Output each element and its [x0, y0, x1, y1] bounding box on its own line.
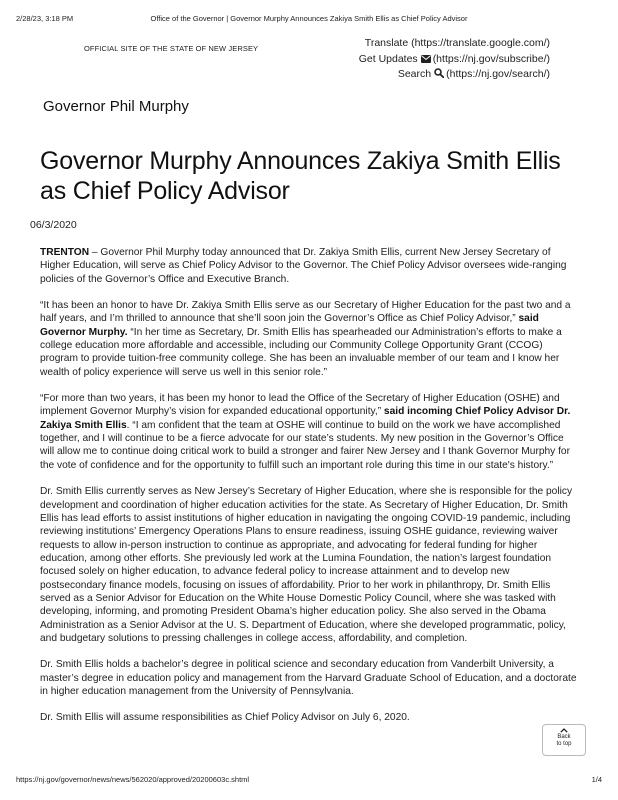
paragraph-2: [40, 299, 578, 379]
envelope-icon: [418, 53, 433, 65]
get-updates-url: (https://nj.gov/subscribe/): [432, 52, 550, 65]
paragraph-4: Dr. Smith Ellis currently serves as New Jersey’s Secretary of Higher Education, where she is responsible for the policy development and coordination of higher education activities for the state. As Secretary of Higher Education, Dr. Smith Ellis has lead efforts to assist institutions of higher education in navigating the ongoing COVID-19 pandemic, including reviewing institutions’ Emergency Operations Plans to ensure readiness, issuing OSHE guidance, reviewing waiver requests to allow in-person instruction to continue as appropriate, and advocating for federal funding for higher education, among other efforts. She previously led work at the Lumina Foundation, the nation’s largest foundation focused solely on higher education, to advance federal policy to increase attainment and to develop new postsecondary finance models, focusing on issues of affordability. Prior to her work in philanthropy, Dr. Smith Ellis served as a Senior Advisor for Education on the White House Domestic Policy Council, where she was tasked with developing, informing, and promoting President Obama’s higher education policy. She also served in the Obama Administration as a Senior Advisor at the U. S. Department of Education, where she developed programmatic, policy, and budgetary solutions to pressing challenges in college access, affordability, and completion.: [40, 486, 573, 644]
governor-name[interactable]: Governor Phil Murphy: [43, 98, 189, 115]
paragraph-2-rest: “In her time as Secretary, Dr. Smith Ellis has spearheaded our Administration’s efforts to make a college education more affordable and accessible, including our Community College Opportunity Grant (CCOG) program to provide tuition-free community college. She has been an invaluable member of our team and I know her wealth of policy experience will serve us well in this senior role.”: [40, 326, 562, 378]
page-title: Governor Murphy Announces Zakiya Smith Ellis as Chief Policy Advisor: [40, 147, 561, 205]
get-updates-label: Get Updates: [358, 52, 418, 65]
dateline: TRENTON: [40, 247, 90, 258]
search-link[interactable]: [359, 67, 550, 83]
paragraph-1-text: – Governor Phil Murphy today announced that Dr. Zakiya Smith Ellis, current New Jersey Secretary of Higher Education, will serve as Chief Policy Advisor to the Governor. The Chief Policy Advisor oversees wide-ranging policies of the Governor’s Office and Executive Branch.: [40, 247, 567, 285]
article-body: [40, 246, 578, 738]
print-page-title: Office of the Governor | Governor Murphy Announces Zakiya Smith Ellis as Chief Policy Advisor: [150, 14, 468, 23]
translate-link[interactable]: Translate (https://translate.google.com/): [364, 37, 550, 49]
attribution-governor: said Governor Murphy.: [40, 313, 539, 338]
print-footer: [16, 775, 602, 784]
back-to-top-label-2: to top: [556, 741, 572, 747]
quote-governor: “It has been an honor to have Dr. Zakiya Smith Ellis serve as our Secretary of Higher Education for the past two and a half years, and I’m thrilled to announce that she’ll soon join the Governor’s Office as Chief Policy Advisor,”: [40, 300, 571, 325]
paragraph-5: Dr. Smith Ellis holds a bachelor’s degree in political science and secondary education from Vanderbilt University, a master’s degree in education policy and management from the Harvard Graduate School of Education, and a doctorate in higher education management from the University of Pennsylvania.: [40, 659, 577, 697]
paragraph-6: Dr. Smith Ellis will assume responsibilities as Chief Policy Advisor on July 6, 2020.: [40, 712, 410, 724]
utility-links: [359, 36, 550, 83]
attribution-smith-ellis: said incoming Chief Policy Advisor Dr. Zakiya Smith Ellis: [40, 406, 571, 431]
get-updates-link[interactable]: [359, 52, 550, 68]
search-url: (https://nj.gov/search/): [446, 68, 550, 80]
search-icon: [431, 68, 446, 80]
paragraph-3-rest: . “I am confident that the team at OSHE will continue to build on the work we have accomplished together, and I will continue to be a fierce advocate for our state’s students. My new position in the Governor’s Office will allow me to continue doing critical work to build a stronger and fairer New Jersey and I thank Governor Murphy for the vote of confidence and for the opportunity to fulfill such an important role during this time in our state's history.”: [40, 419, 570, 471]
print-timestamp: 2/28/23, 3:18 PM: [16, 14, 74, 23]
chevron-up-icon: [543, 728, 585, 733]
quote-smith-ellis: “For more than two years, it has been my honor to lead the Office of the Secretary of Higher Education (OSHE) and implement Governor Murphy’s vision for expanded educational opportunity,”: [40, 393, 560, 418]
print-url: https://nj.gov/governor/news/news/562020/approved/20200603c.shtml: [16, 775, 250, 784]
paragraph-3: [40, 392, 578, 472]
back-to-top-label-1: Back: [557, 734, 571, 740]
article-date: 06/3/2020: [30, 219, 77, 231]
official-site-label: OFFICIAL SITE OF THE STATE OF NEW JERSEY: [84, 44, 259, 53]
back-to-top-button[interactable]: [542, 724, 586, 756]
search-label: Search: [397, 68, 432, 80]
paragraph-1: [40, 246, 578, 286]
page-number: 1/4: [591, 775, 602, 784]
